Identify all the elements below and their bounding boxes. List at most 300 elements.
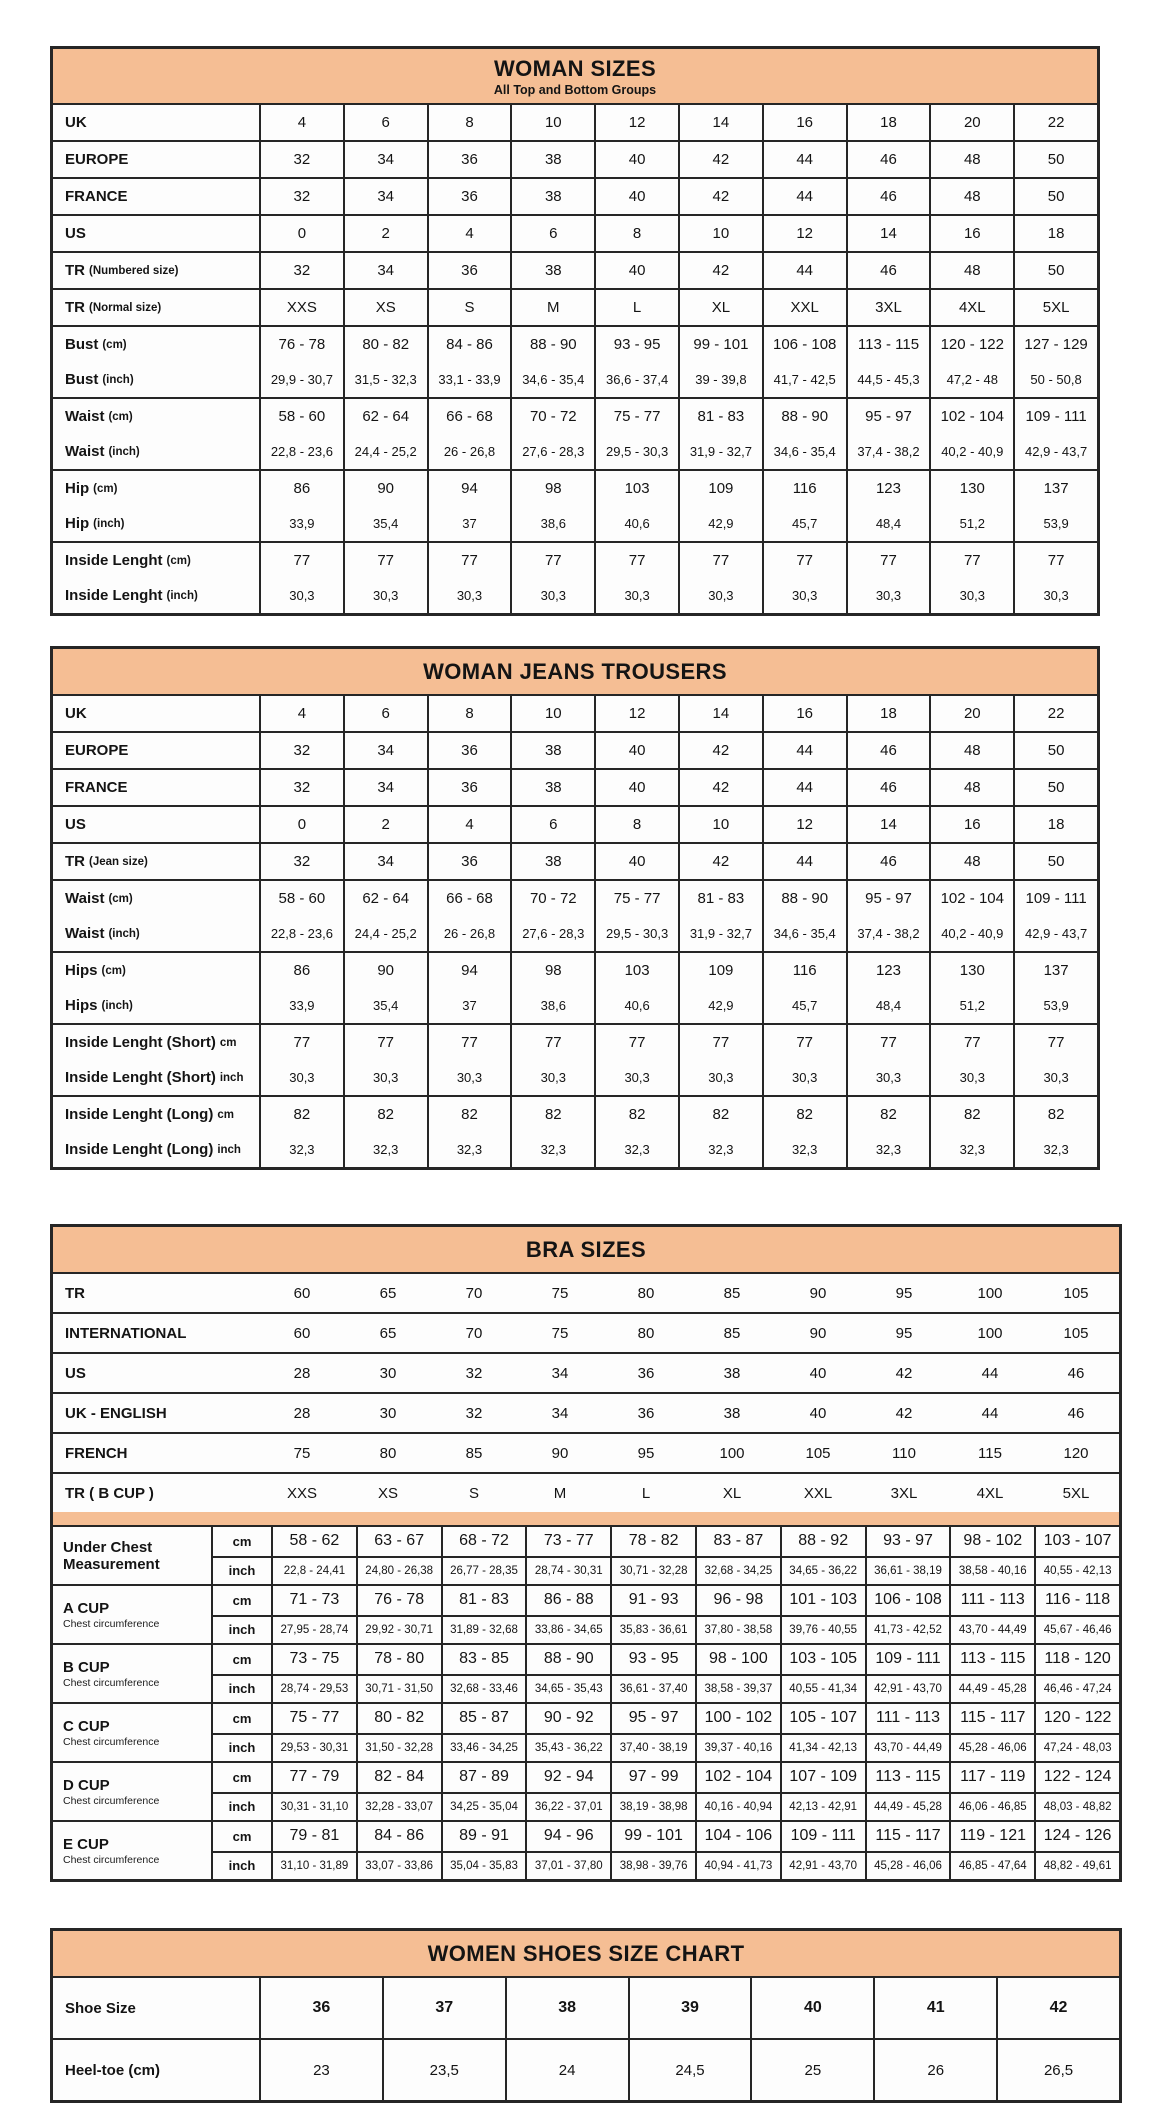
- size-cell: 105: [1063, 1284, 1089, 1302]
- unit-cell: inch: [211, 1851, 271, 1880]
- row-label: [53, 142, 259, 177]
- size-cell: 40: [594, 733, 678, 768]
- size-cell: 94: [427, 471, 511, 506]
- size-cell: 40,94 - 41,73: [695, 1851, 780, 1880]
- size-cell: 42: [895, 1404, 913, 1422]
- size-cell: 12: [594, 696, 678, 731]
- size-cell: 42: [678, 733, 762, 768]
- table-row: [53, 1314, 1119, 1352]
- size-cell: 90: [809, 1284, 827, 1302]
- table-section: [53, 1274, 1119, 1314]
- size-cell: 30,3: [594, 578, 678, 613]
- size-cell: 40,2 - 40,9: [929, 434, 1013, 469]
- size-cell: 40,16 - 40,94: [695, 1792, 780, 1821]
- table-row: [53, 290, 1097, 325]
- size-cell: 33,46 - 34,25: [441, 1733, 526, 1762]
- size-cell: 51,2: [929, 506, 1013, 541]
- size-cell: 77: [762, 543, 846, 578]
- size-cell: 32: [259, 770, 343, 805]
- size-cell: 8: [594, 216, 678, 251]
- size-cell: 75: [293, 1444, 311, 1462]
- size-cell: 44: [981, 1404, 999, 1422]
- size-cell: 24,80 - 26,38: [356, 1556, 441, 1585]
- table-row: [53, 1097, 1097, 1132]
- size-cell: 10: [510, 696, 594, 731]
- size-cell: XXL: [762, 290, 846, 325]
- size-cell: 40: [594, 770, 678, 805]
- size-cell: 43,70 - 44,49: [865, 1733, 950, 1762]
- row-label-text: FRANCE: [65, 779, 128, 796]
- row-label: [53, 1132, 259, 1167]
- size-cell: 40: [594, 142, 678, 177]
- size-cell: 4: [427, 807, 511, 842]
- size-cell: 102 - 104: [929, 881, 1013, 916]
- size-cell: 26: [873, 2040, 996, 2100]
- size-cell: 100 - 102: [695, 1704, 780, 1733]
- size-cell: 77: [762, 1025, 846, 1060]
- size-cell: 45,28 - 46,06: [865, 1851, 950, 1880]
- size-cell: 4XL: [976, 1484, 1004, 1502]
- size-cell: 39,76 - 40,55: [780, 1615, 865, 1644]
- size-cell: 77: [1013, 543, 1097, 578]
- size-cell: 30,3: [929, 1060, 1013, 1095]
- size-cell: 82: [427, 1097, 511, 1132]
- size-cell: 88 - 90: [762, 399, 846, 434]
- table-section: [53, 1474, 1119, 1512]
- size-cell: 32,3: [678, 1132, 762, 1167]
- row-label-text: TR: [65, 262, 85, 279]
- size-cell: 18: [846, 696, 930, 731]
- row-label: [53, 807, 259, 842]
- size-cell: 44: [762, 179, 846, 214]
- size-cell: 85 - 87: [441, 1704, 526, 1733]
- size-cell: 12: [594, 105, 678, 140]
- table-section: [53, 1097, 1097, 1167]
- size-cell: 16: [762, 105, 846, 140]
- size-cell: 26 - 26,8: [427, 916, 511, 951]
- size-cell: 73 - 77: [525, 1527, 610, 1556]
- size-cell: 77: [510, 1025, 594, 1060]
- row-label-text: Under Chest Measurement: [63, 1538, 160, 1573]
- size-cell: 100: [977, 1324, 1003, 1342]
- size-cell: 44,5 - 45,3: [846, 362, 930, 397]
- size-cell: 39,37 - 40,16: [695, 1733, 780, 1762]
- size-cell: 116: [762, 471, 846, 506]
- size-cell: 30,3: [343, 578, 427, 613]
- size-cell: 102 - 104: [695, 1763, 780, 1792]
- table-row: [53, 1274, 1119, 1312]
- size-cell: 44: [762, 770, 846, 805]
- size-cell: 30: [379, 1364, 397, 1382]
- size-cell: 107 - 109: [780, 1763, 865, 1792]
- table-row: [53, 1060, 1097, 1095]
- size-cell: 14: [846, 216, 930, 251]
- row-label-note: (cm): [101, 964, 126, 977]
- size-cell: 5XL: [1013, 290, 1097, 325]
- size-cell: 83 - 85: [441, 1645, 526, 1674]
- size-cell: 115: [978, 1444, 1002, 1462]
- size-cell: 45,67 - 46,46: [1034, 1615, 1119, 1644]
- size-cell: 106 - 108: [865, 1586, 950, 1615]
- size-cell: 36,6 - 37,4: [594, 362, 678, 397]
- row-label: [53, 179, 259, 214]
- size-cell: 16: [762, 696, 846, 731]
- size-cell: 82 - 84: [356, 1763, 441, 1792]
- size-cell: 24: [505, 2040, 628, 2100]
- size-cell: 36: [637, 1364, 655, 1382]
- size-cell: 30,3: [343, 1060, 427, 1095]
- row-label-note: (inch): [102, 373, 134, 386]
- size-cell: 50 - 50,8: [1013, 362, 1097, 397]
- size-cell: 78 - 82: [610, 1527, 695, 1556]
- size-cell: 103: [594, 953, 678, 988]
- table-section: [53, 844, 1097, 881]
- table-row: [53, 881, 1097, 916]
- row-label-text: INTERNATIONAL: [65, 1324, 187, 1342]
- size-cell: 30,3: [510, 1060, 594, 1095]
- size-cell: 40: [594, 844, 678, 879]
- table-section: [53, 807, 1097, 844]
- row-sublabel: Chest circumference: [63, 1676, 160, 1689]
- size-cell: 22,8 - 23,6: [259, 434, 343, 469]
- size-cell: 30,3: [846, 578, 930, 613]
- row-label: [53, 1763, 211, 1820]
- size-cell: 46,85 - 47,64: [949, 1851, 1034, 1880]
- size-cell: 20: [929, 105, 1013, 140]
- table-row: [53, 399, 1097, 434]
- size-cell: 42: [996, 1978, 1119, 2038]
- size-cell: 127 - 129: [1013, 327, 1097, 362]
- size-cell: 37: [427, 988, 511, 1023]
- table-row: [53, 2040, 1119, 2100]
- size-cell: 77: [1013, 1025, 1097, 1060]
- size-cell: 31,9 - 32,7: [678, 434, 762, 469]
- row-label: [53, 506, 259, 541]
- row-label: [53, 327, 259, 362]
- row-label: [53, 1394, 259, 1432]
- size-cell: 88 - 90: [762, 881, 846, 916]
- size-cell: 66 - 68: [427, 881, 511, 916]
- size-cell: 44: [762, 253, 846, 288]
- size-cell: 42,9 - 43,7: [1013, 916, 1097, 951]
- woman-sizes-body: [53, 105, 1097, 613]
- table-row: [53, 105, 1097, 140]
- table-title: BRA SIZES: [525, 1237, 647, 1262]
- size-cell: 18: [1013, 807, 1097, 842]
- table-subtitle: All Top and Bottom Groups: [493, 83, 657, 97]
- size-cell: 137: [1013, 953, 1097, 988]
- size-cell: 34: [551, 1404, 569, 1422]
- size-cell: L: [641, 1484, 651, 1502]
- size-cell: 120: [1063, 1444, 1089, 1462]
- table-section: [53, 216, 1097, 253]
- size-cell: 37: [382, 1978, 505, 2038]
- size-cell: 77: [259, 543, 343, 578]
- row-label: [53, 399, 259, 434]
- row-label-note: (Numbered size): [89, 264, 179, 277]
- table-row: [53, 988, 1097, 1023]
- size-cell: 42,13 - 42,91: [780, 1792, 865, 1821]
- row-label: [53, 1586, 211, 1643]
- size-cell: 6: [510, 807, 594, 842]
- size-cell: 82: [1013, 1097, 1097, 1132]
- size-cell: 46,46 - 47,24: [1034, 1674, 1119, 1703]
- size-cell: 118 - 120: [1034, 1645, 1119, 1674]
- size-cell: 42: [678, 253, 762, 288]
- size-cell: 50: [1013, 253, 1097, 288]
- size-cell: 32,3: [762, 1132, 846, 1167]
- size-cell: 86 - 88: [525, 1586, 610, 1615]
- size-cell: 96 - 98: [695, 1586, 780, 1615]
- row-label-text: US: [65, 225, 86, 242]
- size-cell: 31,89 - 32,68: [441, 1615, 526, 1644]
- table-section: [53, 953, 1097, 1025]
- row-label-text: UK - ENGLISH: [65, 1404, 167, 1422]
- table-section: [53, 1434, 1119, 1474]
- size-cell: 76 - 78: [259, 327, 343, 362]
- table-section: [53, 733, 1097, 770]
- row-label-text: TR: [65, 853, 85, 870]
- size-cell: 38,19 - 38,98: [610, 1792, 695, 1821]
- size-cell: XS: [377, 1484, 398, 1502]
- size-cell: 34,6 - 35,4: [510, 362, 594, 397]
- size-cell: 4: [259, 696, 343, 731]
- table-section: [53, 543, 1097, 613]
- size-cell: 41,7 - 42,5: [762, 362, 846, 397]
- bra-cup-section: [53, 1586, 1119, 1645]
- size-cell: 77: [929, 543, 1013, 578]
- size-cell: 24,4 - 25,2: [343, 916, 427, 951]
- size-cell: 30,3: [427, 578, 511, 613]
- size-cell: 84 - 86: [427, 327, 511, 362]
- size-cell: 93 - 97: [865, 1527, 950, 1556]
- table-row: [53, 696, 1097, 731]
- size-cell: 110: [892, 1444, 916, 1462]
- row-label: [53, 471, 259, 506]
- size-cell: 40: [594, 253, 678, 288]
- size-cell: 31,50 - 32,28: [356, 1733, 441, 1762]
- size-cell: 37,80 - 38,58: [695, 1615, 780, 1644]
- row-label-text: TR: [65, 299, 85, 316]
- table-row: [53, 1025, 1097, 1060]
- table-row: [53, 953, 1097, 988]
- row-label-text: Hip: [65, 515, 90, 532]
- row-sublabel: Chest circumference: [63, 1617, 160, 1630]
- size-cell: 42,9 - 43,7: [1013, 434, 1097, 469]
- row-label-text: E CUP: [63, 1835, 109, 1853]
- row-label-text: B CUP: [63, 1658, 110, 1676]
- size-cell: 40: [809, 1404, 827, 1422]
- row-label: [53, 988, 259, 1023]
- size-cell: 23,5: [382, 2040, 505, 2100]
- size-cell: 42: [678, 179, 762, 214]
- unit-cell: inch: [211, 1556, 271, 1585]
- size-cell: 34,25 - 35,04: [441, 1792, 526, 1821]
- size-cell: 38: [510, 770, 594, 805]
- size-cell: 60: [293, 1324, 311, 1342]
- size-cell: 90: [809, 1324, 827, 1342]
- size-cell: 73 - 75: [271, 1645, 356, 1674]
- size-cell: 65: [379, 1284, 397, 1302]
- table-row: [53, 179, 1097, 214]
- size-cell: 77: [510, 543, 594, 578]
- size-cell: 16: [929, 807, 1013, 842]
- table-row: [53, 253, 1097, 288]
- size-cell: 50: [1013, 179, 1097, 214]
- size-cell: 12: [762, 216, 846, 251]
- row-label: [53, 1274, 259, 1312]
- row-label: [53, 1434, 259, 1472]
- size-cell: 47,2 - 48: [929, 362, 1013, 397]
- size-cell: XL: [722, 1484, 742, 1502]
- table-title: WOMEN SHOES SIZE CHART: [427, 1941, 745, 1966]
- size-cell: 24,4 - 25,2: [343, 434, 427, 469]
- unit-cell: cm: [211, 1822, 271, 1851]
- size-cell: 51,2: [929, 988, 1013, 1023]
- size-cell: 36: [637, 1404, 655, 1422]
- size-cell: 90: [343, 953, 427, 988]
- bra-cup-section: [53, 1645, 1119, 1704]
- row-label-note: inch: [217, 1143, 241, 1156]
- table-section: [53, 1354, 1119, 1394]
- size-cell: 86: [259, 953, 343, 988]
- size-cell: 30,31 - 31,10: [271, 1792, 356, 1821]
- size-cell: 20: [929, 696, 1013, 731]
- size-cell: 130: [929, 471, 1013, 506]
- size-cell: 32,3: [427, 1132, 511, 1167]
- row-label: [53, 1978, 259, 2038]
- size-cell: 105: [805, 1444, 831, 1462]
- size-cell: 93 - 95: [594, 327, 678, 362]
- size-cell: 100: [719, 1444, 745, 1462]
- size-cell: 75 - 77: [271, 1704, 356, 1733]
- size-cell: 32,3: [594, 1132, 678, 1167]
- size-cell: 42,91 - 43,70: [865, 1674, 950, 1703]
- row-label-note: cm: [219, 1036, 237, 1049]
- size-cell: 34,6 - 35,4: [762, 916, 846, 951]
- size-cell: 109 - 111: [1013, 399, 1097, 434]
- row-label: [53, 253, 259, 288]
- size-cell: 32,68 - 33,46: [441, 1674, 526, 1703]
- size-cell: 101 - 103: [780, 1586, 865, 1615]
- size-cell: 42,91 - 43,70: [780, 1851, 865, 1880]
- size-cell: 28: [293, 1404, 311, 1422]
- size-cell: 38,6: [510, 988, 594, 1023]
- size-cell: 34,6 - 35,4: [762, 434, 846, 469]
- row-label: [53, 770, 259, 805]
- size-cell: 90: [551, 1444, 569, 1462]
- size-cell: 50: [1013, 770, 1097, 805]
- size-cell: 32,3: [1013, 1132, 1097, 1167]
- table-row: [53, 1474, 1119, 1512]
- size-cell: 116 - 118: [1034, 1586, 1119, 1615]
- size-cell: 77: [594, 543, 678, 578]
- table-row: [53, 506, 1097, 541]
- row-label: [53, 1025, 259, 1060]
- size-cell: 115 - 117: [949, 1704, 1034, 1733]
- size-cell: 63 - 67: [356, 1527, 441, 1556]
- size-cell: 103 - 105: [780, 1645, 865, 1674]
- size-cell: 103: [594, 471, 678, 506]
- size-cell: 30,3: [594, 1060, 678, 1095]
- size-cell: 45,28 - 46,06: [949, 1733, 1034, 1762]
- size-cell: 32: [465, 1404, 483, 1422]
- unit-cell: inch: [211, 1674, 271, 1703]
- size-cell: 98 - 100: [695, 1645, 780, 1674]
- size-cell: 32,68 - 34,25: [695, 1556, 780, 1585]
- size-cell: 10: [678, 216, 762, 251]
- size-cell: 40,55 - 41,34: [780, 1674, 865, 1703]
- bra-cup-section: [53, 1763, 1119, 1822]
- row-label-text: Inside Lenght (Short): [65, 1034, 216, 1051]
- table-row: [53, 1132, 1097, 1167]
- size-cell: 18: [846, 105, 930, 140]
- table-row: [53, 216, 1097, 251]
- size-cell: 30,71 - 31,50: [356, 1674, 441, 1703]
- unit-cell: inch: [211, 1733, 271, 1762]
- size-cell: 104 - 106: [695, 1822, 780, 1851]
- size-cell: 31,9 - 32,7: [678, 916, 762, 951]
- row-label-note: (cm): [93, 482, 118, 495]
- bra-cup-section: [53, 1527, 1119, 1586]
- size-cell: 80: [637, 1324, 655, 1342]
- size-cell: 39: [628, 1978, 751, 2038]
- size-cell: 30: [379, 1404, 397, 1422]
- size-cell: 22,8 - 23,6: [259, 916, 343, 951]
- women-shoes-body: [53, 1978, 1119, 2100]
- size-cell: 23: [259, 2040, 382, 2100]
- row-label-text: FRENCH: [65, 1444, 128, 1462]
- size-cell: 10: [678, 807, 762, 842]
- size-cell: 34: [343, 253, 427, 288]
- size-cell: 37: [427, 506, 511, 541]
- table-section: [53, 1025, 1097, 1097]
- size-cell: 0: [259, 216, 343, 251]
- size-cell: 77: [929, 1025, 1013, 1060]
- size-cell: 40: [594, 179, 678, 214]
- size-cell: 30,3: [846, 1060, 930, 1095]
- size-cell: 130: [929, 953, 1013, 988]
- row-label-text: TR: [65, 1284, 85, 1302]
- size-cell: 32,28 - 33,07: [356, 1792, 441, 1821]
- size-cell: 32,3: [343, 1132, 427, 1167]
- size-cell: 14: [678, 105, 762, 140]
- table-section: [53, 327, 1097, 399]
- size-cell: 70: [465, 1324, 483, 1342]
- row-label: [53, 362, 259, 397]
- row-sublabel: Chest circumference: [63, 1735, 160, 1748]
- size-cell: 48,4: [846, 506, 930, 541]
- size-cell: XXS: [259, 290, 343, 325]
- size-cell: 36: [259, 1978, 382, 2038]
- size-cell: 48,82 - 49,61: [1034, 1851, 1119, 1880]
- unit-cell: cm: [211, 1645, 271, 1674]
- row-label-text: Inside Lenght (Long): [65, 1141, 214, 1158]
- size-cell: 29,53 - 30,31: [271, 1733, 356, 1762]
- size-cell: 120 - 122: [1034, 1704, 1119, 1733]
- row-label: [53, 1645, 211, 1702]
- table-row: [53, 471, 1097, 506]
- size-cell: 42,9: [678, 988, 762, 1023]
- row-label: [53, 916, 259, 951]
- size-cell: 58 - 62: [271, 1527, 356, 1556]
- row-label-note: (cm): [102, 338, 127, 351]
- size-cell: 85: [465, 1444, 483, 1462]
- size-cell: 82: [594, 1097, 678, 1132]
- size-cell: 88 - 90: [510, 327, 594, 362]
- size-cell: 30,3: [427, 1060, 511, 1095]
- size-cell: 33,9: [259, 506, 343, 541]
